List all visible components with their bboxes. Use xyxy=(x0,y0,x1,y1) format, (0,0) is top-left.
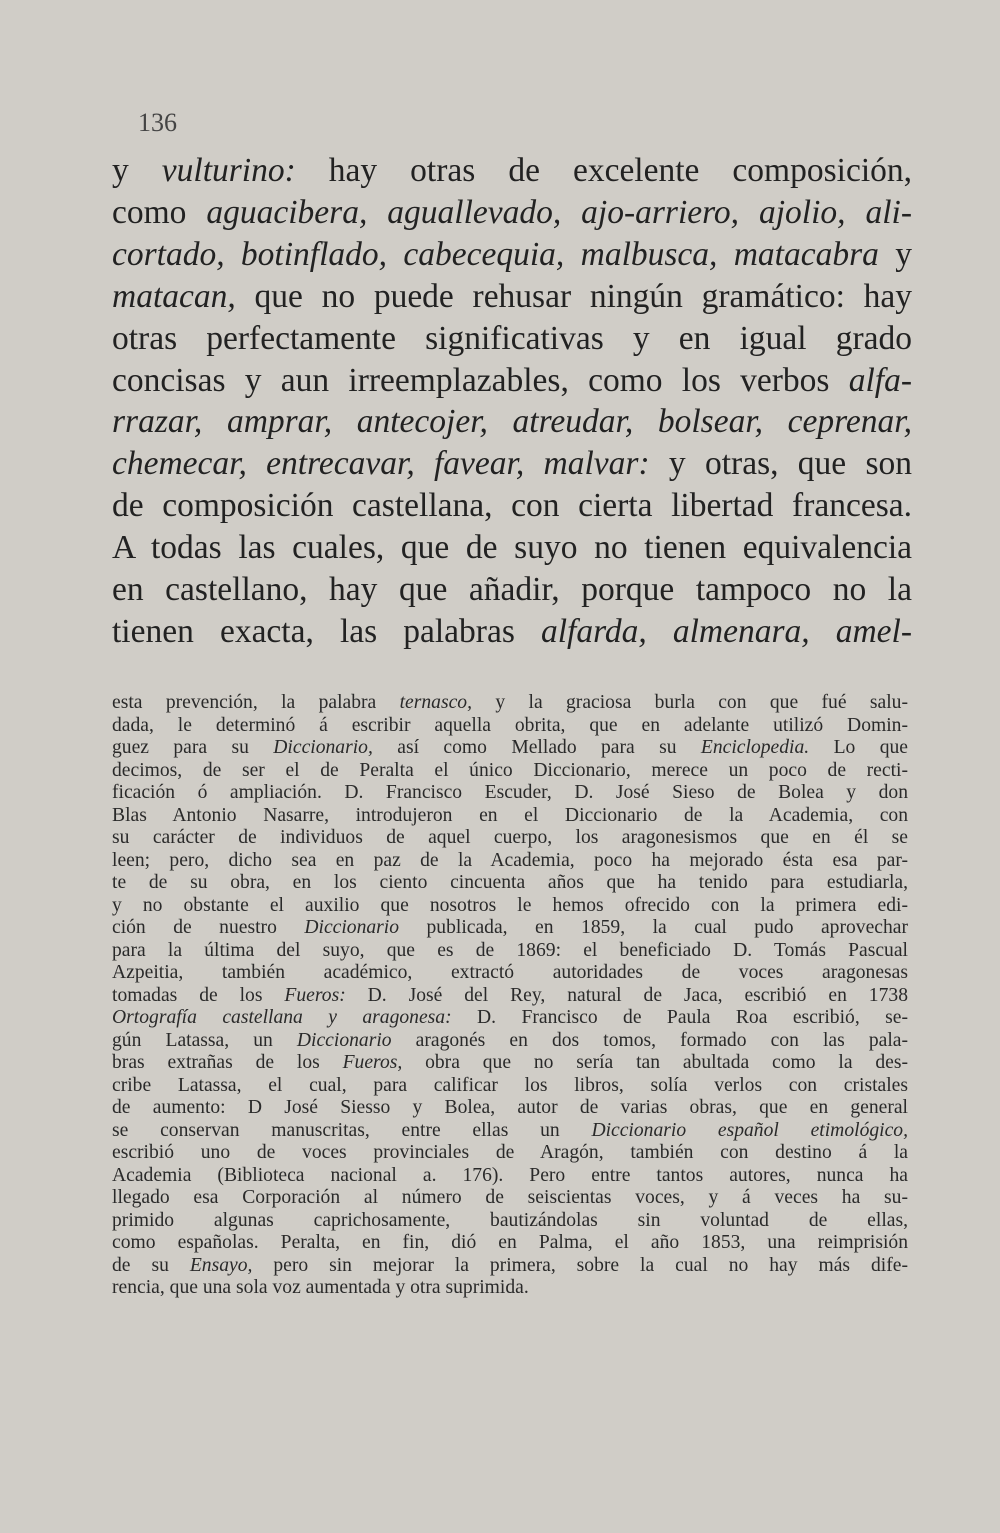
text-run: Azpeitia, también académico, extractó autoridades de voces aragonesas xyxy=(112,962,908,983)
footnote-line xyxy=(112,1052,908,1075)
text-run: publicada, en 1859, la cual pudo aprovechar xyxy=(399,917,908,938)
text-run: guez para su xyxy=(112,737,274,758)
footnote-line xyxy=(112,1165,908,1188)
text-run: dada, le determinó á escribir aquella obrita, que en adelante utilizó Domin- xyxy=(112,714,908,736)
footnote-line xyxy=(112,985,908,1008)
italic-term: Diccionario español etimológico, xyxy=(591,1119,908,1141)
footnote-line xyxy=(112,962,908,985)
text-run: esta prevención, la palabra xyxy=(112,692,400,713)
footnote-line xyxy=(112,805,908,828)
italic-term: aguacibera, aguallevado, ajo-arriero, ajolio, ali- xyxy=(206,193,912,231)
text-run: tienen exacta, las palabras xyxy=(112,612,541,650)
footnote-line xyxy=(112,737,908,760)
italic-term: alfarda, almenara, amel- xyxy=(540,612,912,650)
footnote-line xyxy=(112,760,908,783)
text-run: en castellano, hay que añadir, porque tampoco no la xyxy=(112,571,912,609)
text-run: Lo que xyxy=(809,737,909,758)
text-run: de aumento: D José Siesso y Bolea, autor de varias obras, que en general xyxy=(112,1097,908,1118)
footnote-line xyxy=(112,1120,908,1143)
main-text-line xyxy=(112,192,912,234)
text-run: para la última del suyo, que es de 1869: el beneficiado D. Tomás Pascual xyxy=(112,939,908,961)
footnote-line xyxy=(112,872,908,895)
footnote-line xyxy=(112,1187,908,1210)
italic-term: alfa- xyxy=(848,361,912,399)
text-run: rencia, que una sola voz aumentada y otra suprimida. xyxy=(112,1277,529,1298)
text-run: ficación ó ampliación. D. Francisco Escuder, D. José Sieso de Bolea y don xyxy=(112,782,908,803)
text-run: pero sin mejorar la primera, sobre la cual no hay más dife- xyxy=(252,1254,908,1276)
italic-term: ternasco, xyxy=(399,692,472,713)
italic-term: rrazar, amprar, antecojer, atreudar, bolsear, ceprenar, xyxy=(112,403,912,441)
italic-term: vulturino: xyxy=(161,152,296,189)
italic-term: matacan, xyxy=(112,277,236,315)
italic-term: Diccionario, xyxy=(273,737,373,758)
footnote-line xyxy=(112,782,908,805)
footnote xyxy=(112,692,908,1300)
text-run: como xyxy=(112,193,207,231)
main-text-line xyxy=(112,150,912,192)
text-run: y xyxy=(112,152,162,189)
text-run: Blas Antonio Nasarre, introdujeron en el Diccionario de la Academia, con xyxy=(112,804,908,826)
main-text-line xyxy=(112,443,912,485)
text-run: Academia (Biblioteca nacional a. 176). Pero entre tantos autores, nunca ha xyxy=(112,1164,908,1186)
text-run: decimos, de ser el de Peralta el único Diccionario, merece un poco de recti- xyxy=(112,759,908,781)
page-number: 136 xyxy=(138,108,177,137)
footnote-line xyxy=(112,1210,908,1233)
main-text-line xyxy=(112,401,912,443)
text-run: de composición castellana, con cierta libertad francesa. xyxy=(112,487,912,525)
text-run: gún Latassa, un xyxy=(112,1029,297,1051)
footnote-line xyxy=(112,1097,908,1120)
italic-term: Diccionario xyxy=(296,1029,392,1051)
text-run: A todas las cuales, que de suyo no tienen equivalencia xyxy=(112,529,912,567)
text-run: así como Mellado para su xyxy=(372,737,701,758)
text-run: y otras, que son xyxy=(649,445,912,483)
text-run: y xyxy=(878,235,912,273)
text-run: D. Francisco de Paula Roa escribió, se- xyxy=(451,1007,908,1028)
italic-term: Ortografía castellana y aragonesa: xyxy=(112,1007,452,1028)
text-run: concisas y aun irreemplazables, como los verbos xyxy=(112,361,849,399)
footnote-line xyxy=(112,917,908,940)
text-run: tomadas de los xyxy=(112,984,285,1006)
text-run: aragonés en dos tomos, formado con las pala- xyxy=(391,1029,908,1051)
main-text-line xyxy=(112,276,912,318)
footnote-line xyxy=(112,827,908,850)
main-text-line xyxy=(112,569,912,611)
footnote-line xyxy=(112,1232,908,1255)
main-text-body xyxy=(112,150,912,653)
text-run: bras extrañas de los xyxy=(112,1052,343,1073)
text-run: como españolas. Peralta, en fin, dió en Palma, el año 1853, una reimprisión xyxy=(112,1232,908,1253)
italic-term: chemecar, entrecavar, favear, malvar: xyxy=(112,445,650,483)
text-run: leen; pero, dicho sea en paz de la Academia, poco ha mejorado ésta esa par- xyxy=(112,849,908,871)
italic-term: Diccionario xyxy=(304,917,400,938)
text-run: primido algunas caprichosamente, bautizándolas sin voluntad de ellas, xyxy=(112,1209,908,1231)
italic-term: Fueros, xyxy=(342,1052,403,1073)
text-run: D. José del Rey, natural de Jaca, escribió en 1738 xyxy=(345,984,908,1006)
main-text-line xyxy=(112,527,912,569)
text-run: te de su obra, en los ciento cincuenta años que ha tenido para estudiarla, xyxy=(112,872,908,893)
text-run: ción de nuestro xyxy=(112,917,305,938)
footnote-line xyxy=(112,1030,908,1053)
footnote-line xyxy=(112,715,908,738)
text-run: cribe Latassa, el cual, para calificar los libros, solía verlos con cristales xyxy=(112,1074,908,1096)
footnote-line xyxy=(112,692,908,715)
footnote-line xyxy=(112,1277,908,1300)
text-run: llegado esa Corporación al número de seiscientas voces, y á veces ha su- xyxy=(112,1187,908,1208)
main-text-line xyxy=(112,485,912,527)
footnote-line xyxy=(112,1007,908,1030)
main-text-line xyxy=(112,234,912,276)
text-run: que no puede rehusar ningún gramático: hay xyxy=(235,277,912,315)
text-run: hay otras de excelente composición, xyxy=(295,152,913,189)
italic-term: Enciclopedia. xyxy=(700,737,810,758)
text-run: se conservan manuscritas, entre ellas un xyxy=(112,1119,592,1141)
text-run: otras perfectamente significativas y en igual grado xyxy=(112,319,912,357)
footnote-line xyxy=(112,940,908,963)
footnote-line xyxy=(112,895,908,918)
text-run: escribió uno de voces provinciales de Aragón, también con destino á la xyxy=(112,1142,908,1163)
main-text-line xyxy=(112,611,912,653)
main-text-line xyxy=(112,318,912,360)
text-run: su carácter de individuos de aquel cuerpo, los aragonesismos que en él se xyxy=(112,827,908,848)
footnote-line xyxy=(112,850,908,873)
italic-term: Fueros: xyxy=(284,984,346,1006)
footnote-line xyxy=(112,1255,908,1278)
italic-term: Ensayo, xyxy=(189,1254,253,1276)
text-run: obra que no sería tan abultada como la des- xyxy=(402,1052,908,1073)
footnote-line xyxy=(112,1142,908,1165)
italic-term: cortado, botinflado, cabecequia, malbusca, matacabra xyxy=(112,235,879,273)
text-run: y la graciosa burla con que fué salu- xyxy=(472,692,908,713)
text-run: y no obstante el auxilio que nosotros le hemos ofrecido con la primera edi- xyxy=(112,894,908,916)
footnote-line xyxy=(112,1075,908,1098)
main-text-line xyxy=(112,360,912,402)
text-run: de su xyxy=(112,1254,190,1276)
